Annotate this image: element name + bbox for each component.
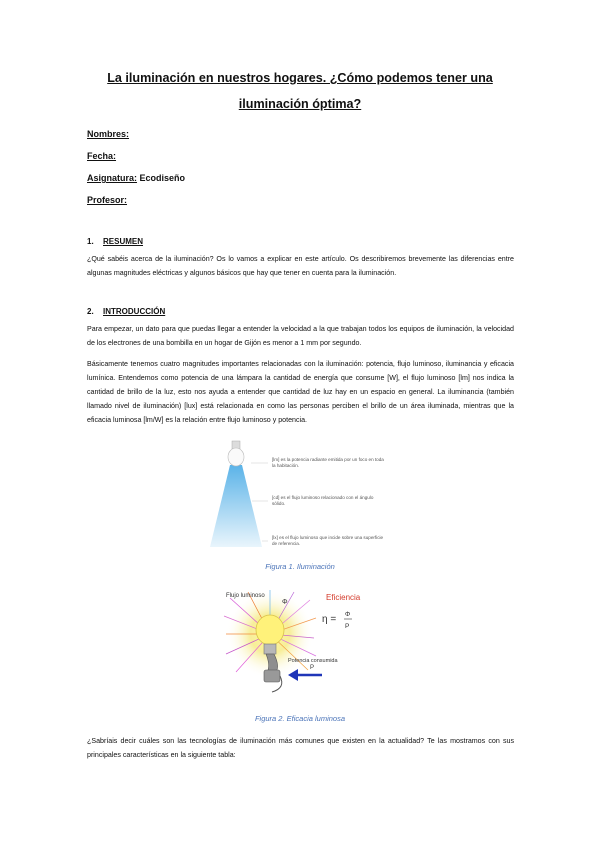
- eficiencia-label: Eficiencia: [326, 593, 361, 602]
- asignatura-label: Asignatura:: [87, 173, 138, 183]
- paragraph-intro-3: ¿Sabríais decir cuáles son las tecnologías de iluminación más comunes que existen en la actualidad? Te las mostramos con sus principales características en la siguiente tabla:: [87, 737, 514, 759]
- section-label: INTRODUCCIÓN: [103, 307, 166, 316]
- document-title-line1: La iluminación en nuestros hogares. ¿Cómo podemos tener una: [107, 71, 493, 85]
- profesor-label: Profesor:: [87, 195, 128, 205]
- light-cone: [210, 465, 262, 547]
- field-nombres: [87, 129, 129, 139]
- field-asignatura: [87, 173, 185, 183]
- fecha-label: Fecha:: [87, 151, 117, 161]
- section-number: 2.: [87, 307, 94, 316]
- section-label: RESUMEN: [103, 237, 144, 246]
- efficacy-diagram: [222, 588, 384, 696]
- field-profesor: [87, 195, 127, 205]
- annotation-lumen: [lm] es la potencia radiante emitida por un foco en toda la habitación.: [272, 457, 384, 468]
- asignatura-value: Ecodiseño: [137, 173, 186, 183]
- flujo-label: Flujo luminoso: [226, 593, 265, 599]
- figure1-caption: Figura 1. Iluminación: [265, 562, 335, 571]
- figure-efficacy: [222, 588, 384, 696]
- fraction-denominator: P: [345, 623, 350, 630]
- paragraph-resumen: ¿Qué sabéis acerca de la iluminación? Os lo vamos a explicar en este artículo. Os describiremos brevemente las diferencias entre algunas magnitudes eléctricas y algunos básicos que hay que tener en cuenta para la iluminación.: [87, 255, 514, 277]
- paragraph-intro-2: Básicamente tenemos cuatro magnitudes importantes relacionadas con la iluminación: potencia, flujo luminoso, iluminancia y eficacia lumínica. Entendemos como potencia de una lámpara la cantidad de energía que consume [W], el flujo luminoso [lm] nos indica la cantidad de brillo de la luz, esto nos ayuda a entender que cantidad de luz hay en un espacio en general. La iluminancia (también llamado nivel de iluminación) [lux] está relacionada en como las personas perciben el brillo de un área iluminada, mientras que la eficacia luminosa [lm/W] es la relación entre flujo luminoso y potencia.: [87, 360, 514, 424]
- document-title-line2: iluminación óptima?: [238, 97, 362, 111]
- field-fecha: [87, 151, 116, 161]
- p-symbol: P: [310, 665, 315, 671]
- figure-illumination: [206, 437, 396, 553]
- potencia-label: Potencia consumida: [288, 658, 338, 664]
- fraction-numerator: Φ: [345, 611, 351, 618]
- bulb-icon: [228, 441, 244, 466]
- section-heading-resumen: [87, 237, 143, 246]
- phi-symbol: Φ: [282, 599, 288, 606]
- plug-icon: [264, 670, 282, 692]
- annotation-candela: [cd] es el flujo luminoso relacionado con el ángulo sólido.: [272, 495, 374, 506]
- annotation-lux: [lx] es el flujo luminoso que incide sobre una superficie de referencia.: [272, 535, 384, 546]
- figure2-caption: Figura 2. Eficacia luminosa: [254, 714, 346, 723]
- section-number: 1.: [87, 237, 94, 246]
- eta-symbol: η =: [322, 614, 337, 625]
- paragraph-intro-1: Para empezar, un dato para que puedas llegar a entender la velocidad a la que trabajan todos los equipos de iluminación, la velocidad de los electrones de una bombilla en un hogar de Gijón es menor a 1 mm por segundo.: [87, 325, 514, 347]
- nombres-label: Nombres:: [87, 129, 130, 139]
- section-heading-introduccion: [87, 307, 165, 316]
